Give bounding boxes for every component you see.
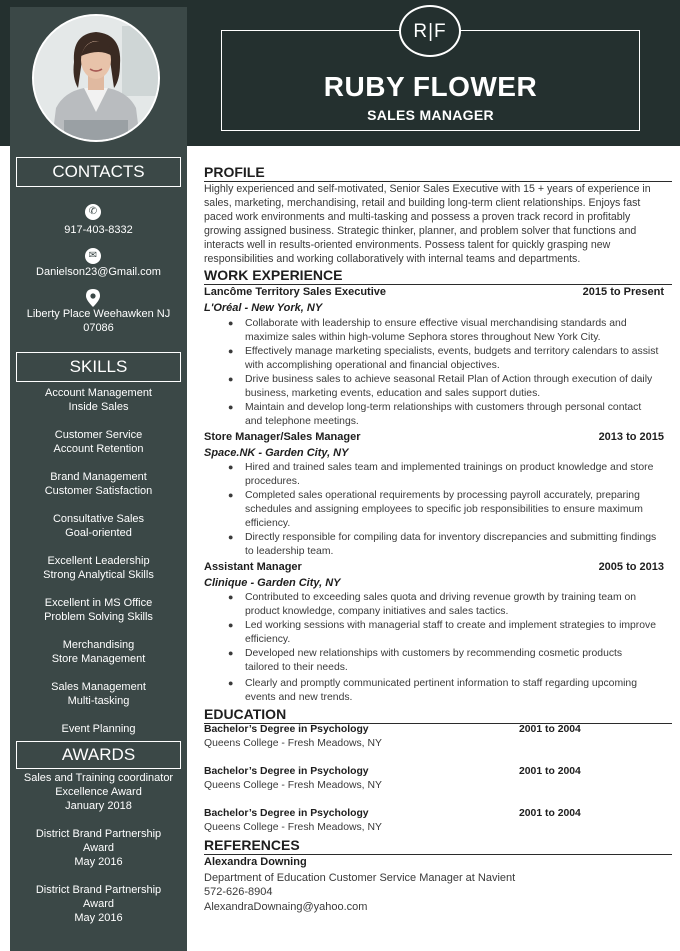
bullet-icon: ● <box>228 620 234 630</box>
portrait-image <box>34 16 158 140</box>
job-dates: 2015 to Present <box>582 286 664 298</box>
job-bullet-line: and telephone meetings. <box>245 416 359 427</box>
job-bullet-line: Led working sessions with managerial staff to create and implement strategies to improve <box>245 620 657 631</box>
profile-text-line: paced work environments and multi-tasking and possess a proven track record in profitably <box>204 211 631 223</box>
skill-item: Excellent Leadership <box>47 555 150 567</box>
job-bullet-line: Developed new relationships with customers by recommending cosmetic products <box>245 648 623 659</box>
candidate-name: RUBY FLOWER <box>323 71 538 102</box>
profile-heading: PROFILE <box>204 164 672 182</box>
bullet-icon: ● <box>228 462 234 472</box>
education-degree: Bachelor’s Degree in Psychology <box>204 724 369 735</box>
contact-phone: 917-403-8332 <box>64 224 133 236</box>
job-bullet-line: efficiency. <box>245 518 291 529</box>
skill-item: Event Planning <box>61 723 136 735</box>
award-line: May 2016 <box>74 856 123 868</box>
bullet-icon: ● <box>228 592 234 602</box>
reference-email: AlexandraDownaing@yahoo.com <box>204 901 368 913</box>
awards-heading: AWARDS <box>16 741 181 769</box>
bullet-icon: ● <box>228 532 234 542</box>
award-line: Award <box>83 842 114 854</box>
contact-email: Danielson23@Gmail.com <box>36 266 161 278</box>
job-dates: 2013 to 2015 <box>598 431 664 443</box>
award-line: Excellence Award <box>55 786 142 798</box>
skill-item: Store Management <box>51 653 146 665</box>
skill-item: Excellent in MS Office <box>44 597 153 609</box>
profile-text-line: interacts well in results-oriented environments. Possess talent for quickly grasping new <box>204 239 611 251</box>
contact-address-line: Liberty Place Weehawken NJ <box>26 308 171 320</box>
reference-phone: 572-626-8904 <box>204 886 273 898</box>
work-experience-heading: WORK EXPERIENCE <box>204 267 672 285</box>
education-degree: Bachelor’s Degree in Psychology <box>204 766 369 777</box>
education-dates: 2001 to 2004 <box>519 808 581 819</box>
education-degree: Bachelor’s Degree in Psychology <box>204 808 369 819</box>
job-bullet-line: product knowledge, company initiatives and sales tactics. <box>245 606 509 617</box>
job-position: Lancôme Territory Sales Executive <box>204 286 386 298</box>
job-dates: 2005 to 2013 <box>598 561 664 573</box>
profile-text-line: sales, marketing, merchandising, retail and building long-term client relationships. Enjoys fast <box>204 197 641 209</box>
education-dates: 2001 to 2004 <box>519 766 581 777</box>
job-bullet-line: with accomplishing operational and financial objectives. <box>245 360 500 371</box>
award-line: January 2018 <box>65 800 132 812</box>
references-heading: REFERENCES <box>204 837 672 855</box>
award-line: District Brand Partnership <box>35 828 162 840</box>
job-bullet-line: Completed sales operational requirements by processing payroll accurately, preparing <box>245 490 640 501</box>
job-company: L'Oréal - New York, NY <box>204 302 323 314</box>
job-company: Clinique - Garden City, NY <box>204 577 341 589</box>
job-bullet-line: Effectively manage marketing specialists, events, budgets and territory calendars to assist <box>245 346 659 357</box>
bullet-icon: ● <box>228 346 234 356</box>
job-position: Store Manager/Sales Manager <box>204 431 361 443</box>
job-bullet-line: to leadership team. <box>245 546 334 557</box>
job-position: Assistant Manager <box>204 561 302 573</box>
skill-item: Merchandising <box>62 639 135 651</box>
award-line: Sales and Training coordinator <box>23 772 174 784</box>
job-bullet-line: business, marketing events, education and sales support duties. <box>245 388 541 399</box>
job-bullet-line: events and new trends. <box>245 692 353 703</box>
education-dates: 2001 to 2004 <box>519 724 581 735</box>
reference-role: Department of Education Customer Service Manager at Navient <box>204 872 516 884</box>
job-bullet-line: Clearly and promptly communicated pertinent information to staff regarding upcoming <box>245 678 637 689</box>
skills-heading: SKILLS <box>16 352 181 382</box>
job-bullet-line: tailored to their needs. <box>245 662 348 673</box>
award-line: District Brand Partnership <box>35 884 162 896</box>
job-company: Space.NK - Garden City, NY <box>204 447 349 459</box>
job-bullet-line: Hired and trained sales team and implemented trainings on product knowledge and store <box>245 462 654 473</box>
skill-item: Brand Management <box>50 471 147 483</box>
phone-icon: ✆ <box>85 204 101 220</box>
reference-name: Alexandra Downing <box>204 856 307 868</box>
skill-item: Customer Satisfaction <box>44 485 153 497</box>
bullet-icon: ● <box>228 402 234 412</box>
award-line: May 2016 <box>74 912 123 924</box>
job-bullet-line: Directly responsible for compiling data for inventory discrepancies and submitting findings <box>245 532 657 543</box>
bullet-icon: ● <box>228 374 234 384</box>
profile-text-line: responsibilities and working collaboratively with internal teams and departments. <box>204 253 581 265</box>
skill-item: Account Retention <box>53 443 144 455</box>
profile-text-line: Highly experienced and self-motivated, Senior Sales Executive with 15 + years of experience in <box>204 183 651 195</box>
job-bullet-line: Drive business sales to achieve seasonal Retail Plan of Action through execution of daily <box>245 374 653 385</box>
skill-item: Consultative Sales <box>52 513 145 525</box>
contact-address-line: 07086 <box>83 322 114 334</box>
profile-photo <box>32 14 160 142</box>
bullet-icon: ● <box>228 318 234 328</box>
job-bullet-line: efficiency. <box>245 634 291 645</box>
skill-item: Goal-oriented <box>65 527 132 539</box>
job-bullet-line: Contributed to exceeding sales quota and driving revenue growth by training team on <box>245 592 637 603</box>
skill-item: Sales Management <box>51 681 146 693</box>
email-icon: ✉ <box>85 248 101 264</box>
education-school: Queens College - Fresh Meadows, NY <box>204 780 382 791</box>
job-bullet-line: maximize sales within high-volume Sephora stores throughout New York City. <box>245 332 601 343</box>
education-school: Queens College - Fresh Meadows, NY <box>204 738 382 749</box>
skill-item: Multi-tasking <box>67 695 130 707</box>
job-bullet-line: Collaborate with leadership to ensure effective visual merchandising standards and <box>245 318 627 329</box>
job-bullet-line: procedures. <box>245 476 300 487</box>
job-bullet-line: schedules and assigning employees to specific job responsibilities to ensure maximum <box>245 504 643 515</box>
award-line: Award <box>83 898 114 910</box>
skill-item: Strong Analytical Skills <box>43 569 154 581</box>
bullet-icon: ● <box>228 678 234 688</box>
job-bullet-line: Maintain and develop long-term relationships with customers through personal contact <box>245 402 642 413</box>
skill-item: Problem Solving Skills <box>44 611 153 623</box>
education-school: Queens College - Fresh Meadows, NY <box>204 822 382 833</box>
contacts-heading: CONTACTS <box>16 157 181 187</box>
bullet-icon: ● <box>228 490 234 500</box>
skill-item: Customer Service <box>54 429 143 441</box>
skill-item: Inside Sales <box>68 401 129 413</box>
bullet-icon: ● <box>228 648 234 658</box>
skill-item: Account Management <box>44 387 152 399</box>
candidate-title: SALES MANAGER <box>367 107 494 123</box>
education-heading: EDUCATION <box>204 706 672 724</box>
monogram: R|F <box>399 5 461 57</box>
profile-text-line: growing assigned business. Strategic thinker, planner, and problem solver that functions and <box>204 225 637 237</box>
